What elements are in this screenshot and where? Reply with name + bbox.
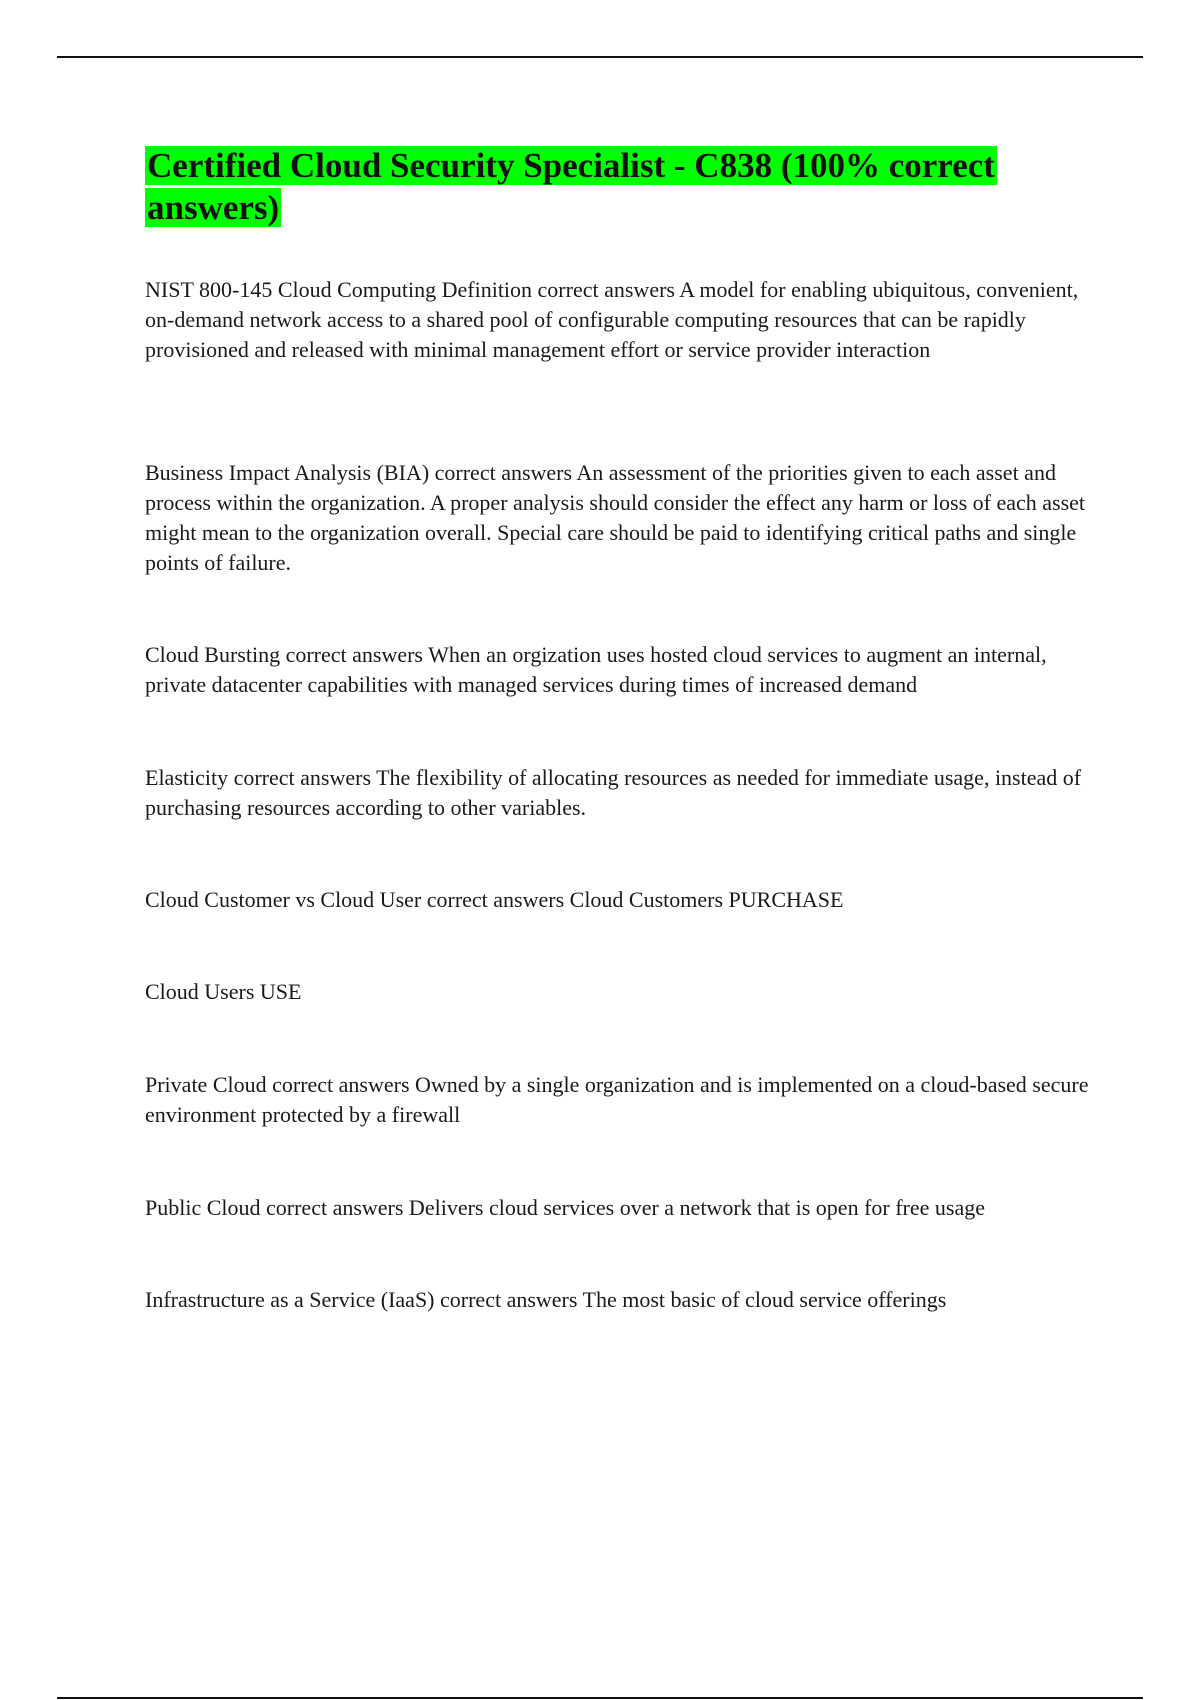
- entry-cloud-bursting: Cloud Bursting correct answers When an orgization uses hosted cloud services to augment an internal, private datacenter capabilities with managed services during times of increased demand: [145, 642, 1047, 697]
- entry-iaas: Infrastructure as a Service (IaaS) correct answers The most basic of cloud service offerings: [145, 1287, 947, 1312]
- entry-elasticity: Elasticity correct answers The flexibility of allocating resources as needed for immediate usage, instead of purchasing resources according to other variables.: [145, 765, 1082, 820]
- bottom-rule: [57, 1697, 1143, 1699]
- entry-cloud-customer-vs-user: Cloud Customer vs Cloud User correct answers Cloud Customers PURCHASE: [145, 887, 844, 912]
- entry-business-impact-analysis: Business Impact Analysis (BIA) correct answers An assessment of the priorities given to each asset and process within the organization. A proper analysis should consider the effect any harm or loss of each asset might mean to the organization overall. Special care should be paid to identifying critical paths and single points of failure.: [145, 460, 1086, 575]
- top-rule: [57, 56, 1143, 58]
- entry-private-cloud: Private Cloud correct answers Owned by a single organization and is implemented on a cloud-based secure environment protected by a firewall: [145, 1072, 1089, 1127]
- title-highlight: Certified Cloud Security Specialist - C838 (100% correct answers): [147, 146, 995, 227]
- entry-public-cloud: Public Cloud correct answers Delivers cloud services over a network that is open for free usage: [145, 1195, 985, 1220]
- entry-nist-definition: NIST 800-145 Cloud Computing Definition correct answers A model for enabling ubiquitous, convenient, on-demand network access to a shared pool of configurable computing resources that can be rapidly provisioned and released with minimal management effort or service provider interaction: [145, 277, 1079, 362]
- page-title: [145, 145, 1045, 229]
- entry-cloud-users: Cloud Users USE: [145, 979, 302, 1004]
